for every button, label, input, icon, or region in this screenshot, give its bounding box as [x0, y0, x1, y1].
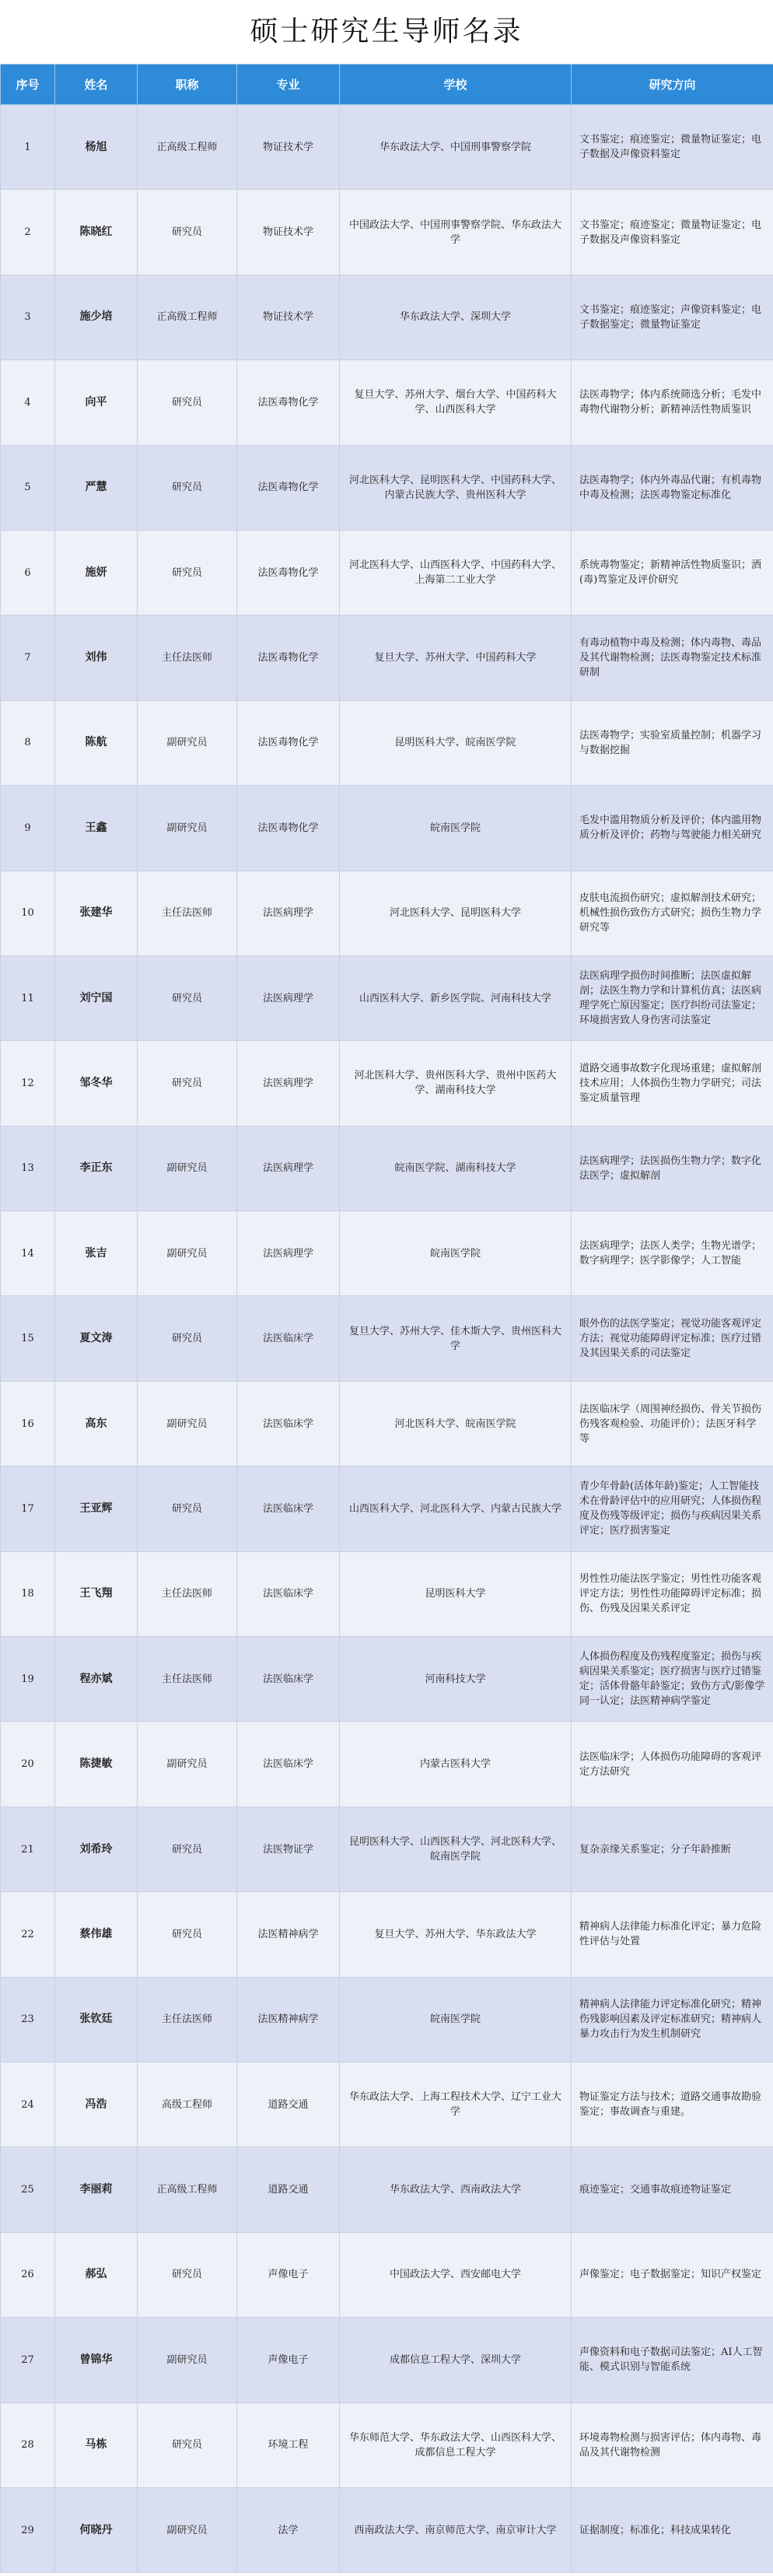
mentor-schools: 昆明医科大学、山西医科大学、河北医科大学、皖南医学院	[340, 1807, 572, 1891]
mentor-major: 法医物证学	[237, 1807, 340, 1891]
table-row	[1, 1296, 773, 1381]
mentor-name: 王亚辉	[55, 1467, 138, 1551]
table-row	[1, 1722, 773, 1807]
mentor-rank: 正高级工程师	[138, 2147, 237, 2232]
mentor-rank: 研究员	[138, 1041, 237, 1126]
table-row	[1, 1211, 773, 1296]
row-number: 13	[1, 1126, 55, 1211]
mentor-schools: 内蒙古医科大学	[340, 1722, 572, 1807]
mentor-name: 高东	[55, 1381, 138, 1466]
mentor-schools: 华东政法大学、西南政法大学	[340, 2147, 572, 2232]
mentor-rank: 主任法医师	[138, 1551, 237, 1636]
table-row	[1, 2318, 773, 2403]
mentor-schools: 山西医科大学、河北医科大学、内蒙古民族大学	[340, 1467, 572, 1551]
row-number: 11	[1, 955, 55, 1040]
header-row	[1, 65, 773, 105]
mentor-major: 法医毒物化学	[237, 615, 340, 700]
row-number: 10	[1, 871, 55, 955]
table-row	[1, 615, 773, 700]
mentor-rank: 副研究员	[138, 2487, 237, 2572]
mentor-schools: 华东政法大学、深圳大学	[340, 275, 572, 359]
mentor-table	[0, 64, 773, 2573]
mentor-schools: 复旦大学、苏州大学、佳木斯大学、贵州医科大学	[340, 1296, 572, 1381]
row-number: 21	[1, 1807, 55, 1891]
mentor-major: 道路交通	[237, 2147, 340, 2232]
mentor-schools: 皖南医学院	[340, 786, 572, 871]
research-direction: 精神病人法律能力评定标准化研究；精神伤残影响因素及评定标准研究；精神病人暴力攻击行为发生机制研究	[572, 1977, 773, 2062]
row-number: 2	[1, 190, 55, 275]
research-direction: 环境毒物检测与损害评估；体内毒物、毒品及其代谢物检测	[572, 2403, 773, 2487]
mentor-name: 李正东	[55, 1126, 138, 1211]
mentor-name: 李丽莉	[55, 2147, 138, 2232]
row-number: 3	[1, 275, 55, 359]
mentor-name: 施少培	[55, 275, 138, 359]
mentor-name: 夏文涛	[55, 1296, 138, 1381]
row-number: 9	[1, 786, 55, 871]
research-direction: 法医病理学；法医损伤生物力学；数字化法医学；虚拟解剖	[572, 1126, 773, 1211]
header-school: 学校	[340, 65, 572, 105]
mentor-major: 物证技术学	[237, 105, 340, 190]
row-number: 5	[1, 445, 55, 530]
mentor-major: 声像电子	[237, 2318, 340, 2403]
mentor-major: 法医精神病学	[237, 1892, 340, 1977]
mentor-rank: 副研究员	[138, 1722, 237, 1807]
row-number: 19	[1, 1637, 55, 1722]
mentor-schools: 河北医科大学、昆明医科大学、中国药科大学、内蒙古民族大学、贵州医科大学	[340, 445, 572, 530]
research-direction: 眼外伤的法医学鉴定；视觉功能客观评定方法；视觉功能障碍评定标准；医疗过错及其因果关系的司法鉴定	[572, 1296, 773, 1381]
mentor-name: 刘伟	[55, 615, 138, 700]
mentor-rank: 主任法医师	[138, 615, 237, 700]
research-direction: 文书鉴定；痕迹鉴定；微量物证鉴定；电子数据及声像资料鉴定	[572, 190, 773, 275]
row-number: 1	[1, 105, 55, 190]
table-row	[1, 1551, 773, 1636]
mentor-rank: 研究员	[138, 530, 237, 615]
row-number: 22	[1, 1892, 55, 1977]
research-direction: 精神病人法律能力标准化评定；暴力危险性评估与处置	[572, 1892, 773, 1977]
mentor-schools: 西南政法大学、南京师范大学、南京审计大学	[340, 2487, 572, 2572]
mentor-name: 张建华	[55, 871, 138, 955]
mentor-schools: 河北医科大学、皖南医学院	[340, 1381, 572, 1466]
research-direction: 物证鉴定方法与技术；道路交通事故勘验鉴定；事故调查与重建。	[572, 2062, 773, 2147]
mentor-schools: 复旦大学、苏州大学、中国药科大学	[340, 615, 572, 700]
mentor-rank: 副研究员	[138, 1126, 237, 1211]
row-number: 17	[1, 1467, 55, 1551]
table-row	[1, 530, 773, 615]
mentor-schools: 华东政法大学、中国刑事警察学院	[340, 105, 572, 190]
table-row	[1, 786, 773, 871]
table-row	[1, 871, 773, 955]
mentor-major: 法医临床学	[237, 1381, 340, 1466]
research-direction: 声像鉴定；电子数据鉴定；知识产权鉴定	[572, 2232, 773, 2317]
mentor-major: 法医临床学	[237, 1296, 340, 1381]
research-direction: 毛发中滥用物质分析及评价；体内滥用物质分析及评价；药物与驾驶能力相关研究	[572, 786, 773, 871]
table-row	[1, 2062, 773, 2147]
mentor-name: 郝弘	[55, 2232, 138, 2317]
research-direction: 青少年骨龄(活体年龄)鉴定；人工智能技术在骨龄评估中的应用研究；人体损伤程度及伤残等级评定；损伤与疾病因果关系评定；医疗损害鉴定	[572, 1467, 773, 1551]
table-row	[1, 2403, 773, 2487]
table-row	[1, 190, 773, 275]
research-direction: 法医毒物学；体内外毒品代谢；有机毒物中毒及检测；法医毒物鉴定标准化	[572, 445, 773, 530]
mentor-name: 程亦斌	[55, 1637, 138, 1722]
mentor-schools: 河北医科大学、贵州医科大学、贵州中医药大学、湖南科技大学	[340, 1041, 572, 1126]
research-direction: 法医临床学；人体损伤功能障碍的客观评定方法研究	[572, 1722, 773, 1807]
mentor-rank: 副研究员	[138, 1211, 237, 1296]
table-row	[1, 1041, 773, 1126]
mentor-major: 法医临床学	[237, 1551, 340, 1636]
mentor-name: 王飞翔	[55, 1551, 138, 1636]
mentor-rank: 研究员	[138, 190, 237, 275]
research-direction: 有毒动植物中毒及检测；体内毒物、毒品及其代谢物检测；法医毒物鉴定技术标准研制	[572, 615, 773, 700]
table-row	[1, 105, 773, 190]
research-direction: 文书鉴定；痕迹鉴定；声像资料鉴定；电子数据鉴定；微量物证鉴定	[572, 275, 773, 359]
research-direction: 法医病理学；法医人类学；生物光谱学；数字病理学；医学影像学；人工智能	[572, 1211, 773, 1296]
mentor-schools: 皖南医学院	[340, 1211, 572, 1296]
mentor-major: 法学	[237, 2487, 340, 2572]
research-direction: 道路交通事故数字化现场重建；虚拟解剖技术应用；人体损伤生物力学研究；司法鉴定质量管理	[572, 1041, 773, 1126]
table-row	[1, 1126, 773, 1211]
mentor-major: 声像电子	[237, 2232, 340, 2317]
mentor-major: 道路交通	[237, 2062, 340, 2147]
table-row	[1, 1977, 773, 2062]
mentor-schools: 复旦大学、苏州大学、烟台大学、中国药科大学、山西医科大学	[340, 360, 572, 445]
row-number: 27	[1, 2318, 55, 2403]
mentor-name: 曾锦华	[55, 2318, 138, 2403]
mentor-rank: 副研究员	[138, 2318, 237, 2403]
mentor-schools: 华东政法大学、上海工程技术大学、辽宁工业大学	[340, 2062, 572, 2147]
research-direction: 文书鉴定；痕迹鉴定；微量物证鉴定；电子数据及声像资料鉴定	[572, 105, 773, 190]
research-direction: 复杂亲缘关系鉴定；分子年龄推断	[572, 1807, 773, 1891]
mentor-rank: 高级工程师	[138, 2062, 237, 2147]
mentor-major: 物证技术学	[237, 190, 340, 275]
mentor-name: 何晓丹	[55, 2487, 138, 2572]
research-direction: 痕迹鉴定；交通事故痕迹物证鉴定	[572, 2147, 773, 2232]
mentor-rank: 主任法医师	[138, 1977, 237, 2062]
mentor-rank: 主任法医师	[138, 1637, 237, 1722]
header-name: 姓名	[55, 65, 138, 105]
mentor-major: 法医临床学	[237, 1637, 340, 1722]
table-row	[1, 955, 773, 1040]
research-direction: 法医毒物学；体内系统筛选分析；毛发中毒物代谢物分析；新精神活性物质鉴识	[572, 360, 773, 445]
table-row	[1, 445, 773, 530]
mentor-rank: 研究员	[138, 1892, 237, 1977]
table-row	[1, 700, 773, 785]
row-number: 8	[1, 700, 55, 785]
research-direction: 系统毒物鉴定；新精神活性物质鉴识；酒(毒)驾鉴定及评价研究	[572, 530, 773, 615]
mentor-schools: 昆明医科大学、皖南医学院	[340, 700, 572, 785]
research-direction: 男性性功能法医学鉴定；男性性功能客观评定方法；男性性功能障碍评定标准；损伤、伤残及因果关系评定	[572, 1551, 773, 1636]
header-no: 序号	[1, 65, 55, 105]
mentor-major: 法医毒物化学	[237, 445, 340, 530]
mentor-major: 法医毒物化学	[237, 530, 340, 615]
header-direction: 研究方向	[572, 65, 773, 105]
table-row	[1, 1467, 773, 1551]
table-row	[1, 2487, 773, 2572]
mentor-rank: 研究员	[138, 955, 237, 1040]
mentor-major: 法医毒物化学	[237, 700, 340, 785]
row-number: 15	[1, 1296, 55, 1381]
mentor-rank: 研究员	[138, 2403, 237, 2487]
mentor-name: 刘宁国	[55, 955, 138, 1040]
table-row	[1, 1892, 773, 1977]
mentor-name: 冯浩	[55, 2062, 138, 2147]
research-direction: 声像资料和电子数据司法鉴定；AI人工智能、模式识别与智能系统	[572, 2318, 773, 2403]
mentor-schools: 成都信息工程大学、深圳大学	[340, 2318, 572, 2403]
mentor-name: 蔡伟雄	[55, 1892, 138, 1977]
mentor-name: 杨旭	[55, 105, 138, 190]
mentor-rank: 副研究员	[138, 700, 237, 785]
row-number: 18	[1, 1551, 55, 1636]
table-row	[1, 1381, 773, 1466]
mentor-major: 法医毒物化学	[237, 360, 340, 445]
table-row	[1, 1807, 773, 1891]
mentor-major: 法医病理学	[237, 955, 340, 1040]
table-row	[1, 2147, 773, 2232]
table-row	[1, 360, 773, 445]
mentor-schools: 河南科技大学	[340, 1637, 572, 1722]
research-direction: 法医临床学（周围神经损伤、骨关节损伤伤残客观检验、功能评价）；法医牙科学等	[572, 1381, 773, 1466]
mentor-major: 物证技术学	[237, 275, 340, 359]
row-number: 24	[1, 2062, 55, 2147]
mentor-major: 环境工程	[237, 2403, 340, 2487]
mentor-schools: 皖南医学院	[340, 1977, 572, 2062]
mentor-name: 陈航	[55, 700, 138, 785]
mentor-rank: 研究员	[138, 1807, 237, 1891]
mentor-schools: 河北医科大学、山西医科大学、中国药科大学、上海第二工业大学	[340, 530, 572, 615]
mentor-rank: 正高级工程师	[138, 105, 237, 190]
mentor-rank: 研究员	[138, 360, 237, 445]
row-number: 20	[1, 1722, 55, 1807]
mentor-name: 邹冬华	[55, 1041, 138, 1126]
mentor-rank: 副研究员	[138, 1381, 237, 1466]
mentor-name: 张吉	[55, 1211, 138, 1296]
research-direction: 皮肤电流损伤研究；虚拟解剖技术研究；机械性损伤致伤方式研究；损伤生物力学研究等	[572, 871, 773, 955]
table-row	[1, 275, 773, 359]
row-number: 29	[1, 2487, 55, 2572]
mentor-rank: 副研究员	[138, 786, 237, 871]
row-number: 26	[1, 2232, 55, 2317]
mentor-major: 法医临床学	[237, 1467, 340, 1551]
mentor-major: 法医精神病学	[237, 1977, 340, 2062]
row-number: 28	[1, 2403, 55, 2487]
mentor-major: 法医毒物化学	[237, 786, 340, 871]
mentor-rank: 研究员	[138, 2232, 237, 2317]
mentor-name: 陈晓红	[55, 190, 138, 275]
table-row	[1, 2232, 773, 2317]
research-direction: 法医病理学损伤时间推断；法医虚拟解剖；法医生物力学和计算机仿真；法医病理学死亡原因鉴定；医疗纠纷司法鉴定；环境损害致人身伤害司法鉴定	[572, 955, 773, 1040]
mentor-rank: 研究员	[138, 445, 237, 530]
mentor-name: 陈捷敏	[55, 1722, 138, 1807]
mentor-major: 法医临床学	[237, 1722, 340, 1807]
mentor-name: 刘希玲	[55, 1807, 138, 1891]
row-number: 6	[1, 530, 55, 615]
mentor-schools: 中国政法大学、中国刑事警察学院、华东政法大学	[340, 190, 572, 275]
research-direction: 人体损伤程度及伤残程度鉴定；损伤与疾病因果关系鉴定；医疗损害与医疗过错鉴定；活体骨骼年龄鉴定；致伤方式/影像学同一认定；法医精神病学鉴定	[572, 1637, 773, 1722]
row-number: 7	[1, 615, 55, 700]
mentor-schools: 昆明医科大学	[340, 1551, 572, 1636]
mentor-rank: 正高级工程师	[138, 275, 237, 359]
mentor-major: 法医病理学	[237, 1126, 340, 1211]
mentor-schools: 山西医科大学、新乡医学院、河南科技大学	[340, 955, 572, 1040]
mentor-schools: 中国政法大学、西安邮电大学	[340, 2232, 572, 2317]
table-row	[1, 1637, 773, 1722]
mentor-rank: 研究员	[138, 1296, 237, 1381]
mentor-name: 张钦廷	[55, 1977, 138, 2062]
mentor-schools: 河北医科大学、昆明医科大学	[340, 871, 572, 955]
row-number: 4	[1, 360, 55, 445]
page-title: 硕士研究生导师名录	[250, 16, 523, 47]
header-major: 专业	[237, 65, 340, 105]
mentor-rank: 研究员	[138, 1467, 237, 1551]
row-number: 12	[1, 1041, 55, 1126]
mentor-schools: 华东师范大学、华东政法大学、山西医科大学、成都信息工程大学	[340, 2403, 572, 2487]
research-direction: 法医毒物学；实验室质量控制；机器学习与数据挖掘	[572, 700, 773, 785]
mentor-name: 向平	[55, 360, 138, 445]
mentor-major: 法医病理学	[237, 871, 340, 955]
row-number: 14	[1, 1211, 55, 1296]
mentor-name: 马栋	[55, 2403, 138, 2487]
mentor-name: 严慧	[55, 445, 138, 530]
mentor-rank: 主任法医师	[138, 871, 237, 955]
research-direction: 证据制度；标准化；科技成果转化	[572, 2487, 773, 2572]
mentor-major: 法医病理学	[237, 1041, 340, 1126]
mentor-major: 法医病理学	[237, 1211, 340, 1296]
mentor-schools: 复旦大学、苏州大学、华东政法大学	[340, 1892, 572, 1977]
header-rank: 职称	[138, 65, 237, 105]
mentor-name: 施妍	[55, 530, 138, 615]
row-number: 25	[1, 2147, 55, 2232]
mentor-name: 王鑫	[55, 786, 138, 871]
mentor-schools: 皖南医学院、湖南科技大学	[340, 1126, 572, 1211]
row-number: 16	[1, 1381, 55, 1466]
row-number: 23	[1, 1977, 55, 2062]
